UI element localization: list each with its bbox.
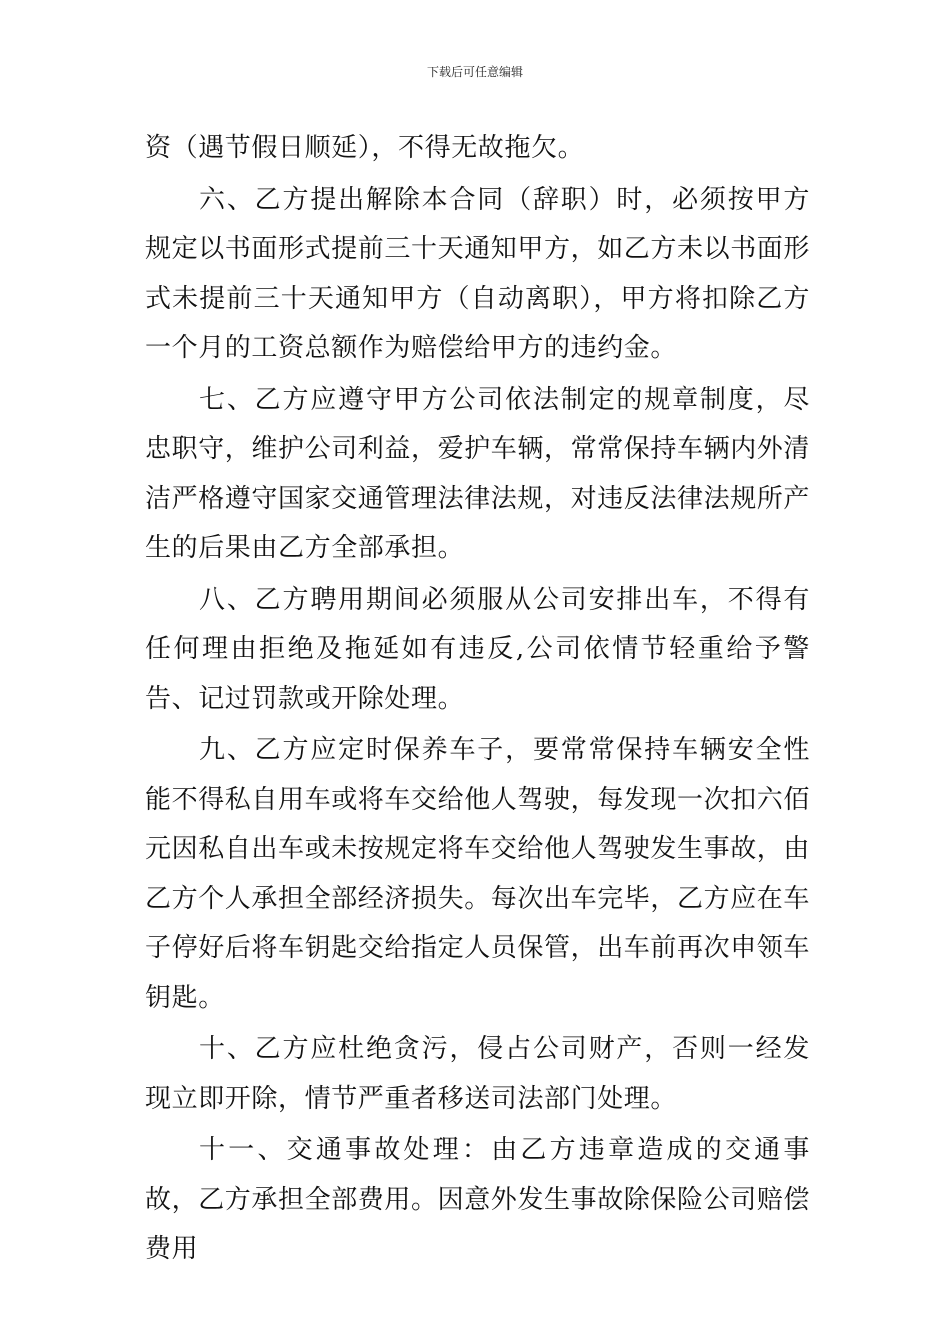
clause-9: 九、乙方应定时保养车子，要常常保持车辆安全性能不得私自用车或将车交给他人驾驶，每发现一次扣六佰元因私自出车或未按规定将车交给他人驾驶发生事故，由乙方个人承担全部经济损失。每次出车完毕，乙方应在车子停好后将车钥匙交给指定人员保管，出车前再次申领车钥匙。 <box>145 735 811 1013</box>
clause-6: 六、乙方提出解除本合同（辞职）时，必须按甲方规定以书面形式提前三十天通知甲方，如乙方未以书面形式未提前三十天通知甲方（自动离职），甲方将扣除乙方一个月的工资总额作为赔偿给甲方的违约金。 <box>145 184 811 363</box>
page-header-note: 下载后可任意编辑 <box>426 65 523 79</box>
document-body <box>145 124 810 1275</box>
paragraph-continuation: 资（遇节假日顺延），不得无故拖欠。 <box>145 133 585 163</box>
clause-11: 十一、交通事故处理：由乙方违章造成的交通事故，乙方承担全部费用。因意外发生事故除保险公司赔偿费用 <box>145 1135 811 1264</box>
clause-10: 十、乙方应杜绝贪污，侵占公司财产，否则一经发现立即开除，情节严重者移送司法部门处理。 <box>145 1034 810 1114</box>
clause-7: 七、乙方应遵守甲方公司依法制定的规章制度，尽忠职守，维护公司利益，爱护车辆，常常保持车辆内外清洁严格遵守国家交通管理法律法规，对违反法律法规所产生的后果由乙方全部承担。 <box>145 384 811 563</box>
clause-8: 八、乙方聘用期间必须服从公司安排出车，不得有任何理由拒绝及拖延如有违反,公司依情节轻重给予警告、记过罚款或开除处理。 <box>145 584 810 714</box>
